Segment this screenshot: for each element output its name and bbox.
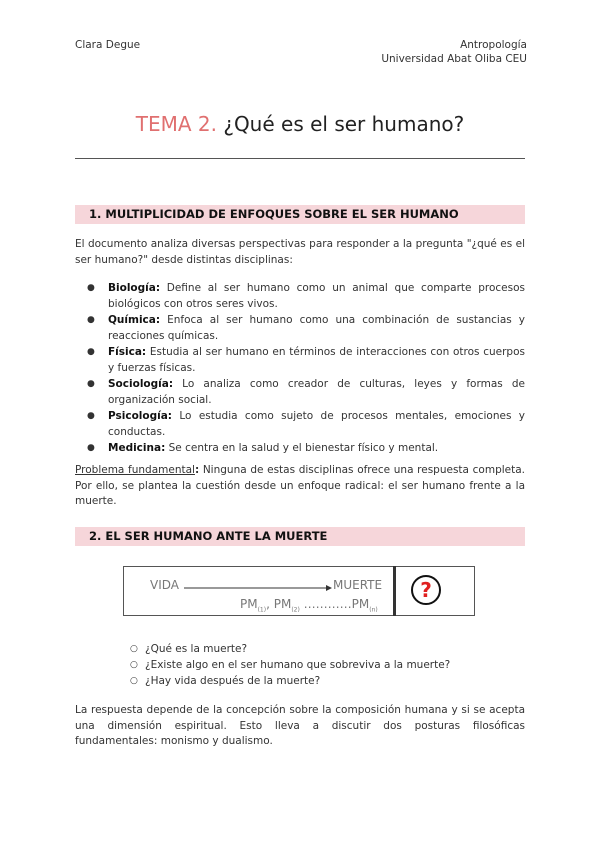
section2-heading: 2. EL SER HUMANO ANTE LA MUERTE — [75, 527, 525, 546]
item-text: Lo estudia como sujeto de procesos mentales, emociones y conductas. — [108, 410, 525, 438]
conclusion-paragraph: La respuesta depende de la concepción sobre la composición humana y si se acepta una dimensión espiritual. Esto lleva a discutir dos posturas filosóficas fundamentales: monismo y dualismo. — [75, 704, 525, 747]
pm-label: PM — [273, 597, 292, 611]
item-text: Estudia al ser humano en términos de interacciones con otros cuerpos y fuerzas físicas. — [108, 346, 525, 374]
bullet-icon: ● — [87, 347, 95, 357]
problem-text: Ninguna de estas disciplinas ofrece una respuesta completa. Por ello, se plantea la cuestión desde un enfoque radical: el ser humano frente a la muerte. — [75, 464, 526, 507]
pm-sub: (1) — [257, 606, 267, 614]
diagram-divider — [393, 566, 396, 616]
bullet-icon: ● — [87, 379, 95, 389]
item-term: Química: — [108, 314, 161, 326]
diagram-start-label: VIDA — [150, 578, 179, 592]
diagram-end-label: MUERTE — [333, 578, 383, 592]
diagram-pm-sequence — [240, 597, 378, 613]
list-item — [75, 377, 525, 408]
item-term: Psicología: — [108, 410, 173, 422]
item-term: Física: — [108, 346, 147, 358]
bullet-icon: ● — [87, 315, 95, 325]
pm-label: PM — [351, 597, 370, 611]
question-text: ¿Qué es la muerte? — [145, 643, 248, 655]
question-mark-icon: ? — [411, 575, 441, 605]
header-author: Clara Degue — [75, 39, 141, 51]
list-item — [75, 673, 450, 689]
list-item — [75, 345, 525, 376]
list-item — [75, 409, 525, 440]
list-item — [75, 441, 525, 457]
title-text: ¿Qué es el ser humano? — [223, 112, 465, 136]
section1-intro: El documento analiza diversas perspectivas para responder a la pregunta "¿qué es el ser humano?" desde distintas disciplinas: — [75, 238, 525, 266]
problem-colon: : — [194, 464, 200, 476]
arrow-icon — [184, 585, 332, 591]
item-text: Define al ser humano como un animal que comparte procesos biológicos con otros seres vivos. — [108, 282, 525, 310]
question-text: ¿Existe algo en el ser humano que sobreviva a la muerte? — [145, 659, 451, 671]
circle-bullet-icon: ○ — [130, 644, 138, 654]
item-text: Lo analiza como creador de culturas, leyes y formas de organización social. — [108, 378, 525, 406]
bullet-icon: ● — [87, 283, 95, 293]
title-divider — [75, 158, 525, 159]
section1-heading: 1. MULTIPLICIDAD DE ENFOQUES SOBRE EL SER HUMANO — [75, 205, 525, 224]
list-item — [75, 657, 450, 673]
question-text: ¿Hay vida después de la muerte? — [145, 675, 321, 687]
list-item — [75, 281, 525, 312]
pm-sub: (2) — [291, 606, 300, 614]
item-term: Medicina: — [108, 442, 166, 454]
title-number: TEMA 2. — [135, 112, 217, 136]
header-subject: Antropología — [460, 39, 527, 51]
bullet-icon: ● — [87, 411, 95, 421]
header-right — [381, 38, 527, 66]
list-item — [75, 641, 450, 657]
item-term: Biología: — [108, 282, 161, 294]
pm-dots: ………… — [299, 597, 352, 611]
pm-label: PM — [240, 597, 258, 611]
discipline-list — [75, 281, 525, 458]
life-death-diagram — [123, 566, 475, 616]
bullet-icon: ● — [87, 443, 95, 453]
pm-separator: , — [266, 597, 274, 611]
problem-label: Problema fundamental — [75, 464, 195, 476]
problem-paragraph — [75, 463, 525, 510]
list-item — [75, 313, 525, 344]
item-text: Se centra en la salud y el bienestar físico y mental. — [165, 442, 439, 454]
death-questions — [75, 641, 450, 689]
item-term: Sociología: — [108, 378, 174, 390]
header-university: Universidad Abat Oliba CEU — [381, 53, 527, 65]
pm-sub: (n) — [369, 606, 378, 614]
circle-bullet-icon: ○ — [130, 660, 138, 670]
item-text: Enfoca al ser humano como una combinación de sustancias y reacciones químicas. — [108, 314, 525, 342]
circle-bullet-icon: ○ — [130, 676, 138, 686]
page-title — [0, 112, 600, 136]
